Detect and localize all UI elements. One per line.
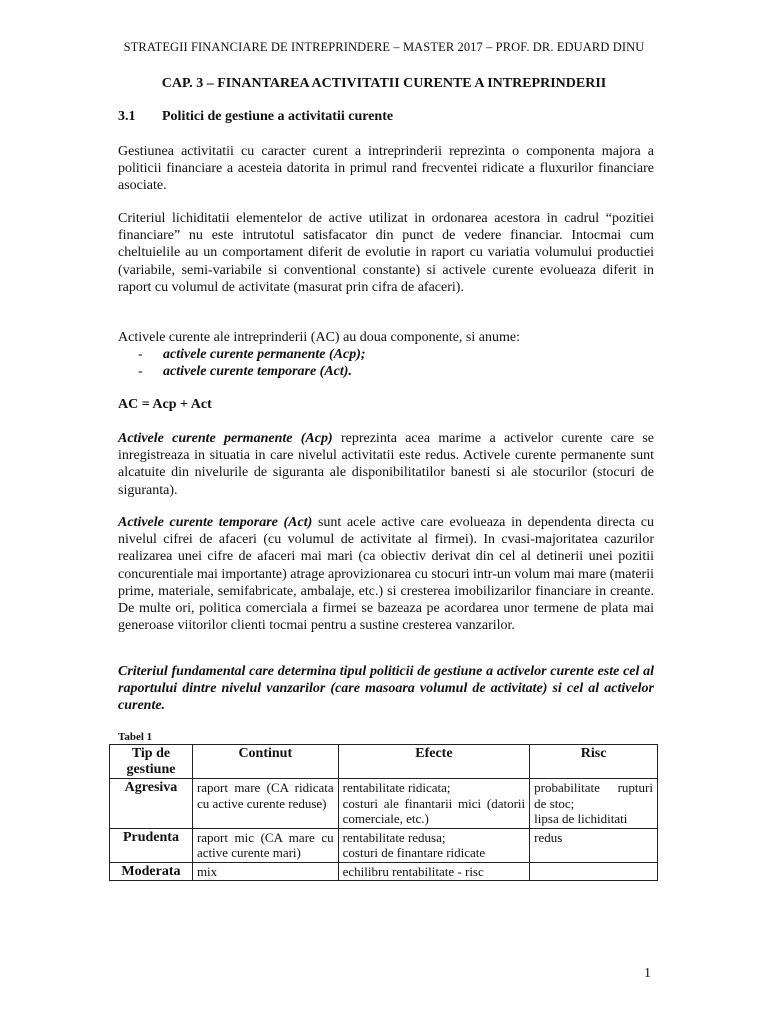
header-risc: Risc <box>530 745 658 779</box>
cell-tip: Agresiva <box>110 779 193 829</box>
paragraph-acp <box>118 430 654 499</box>
efecte-line: rentabilitate redusa; <box>342 829 446 845</box>
text-act: sunt acele active care evolueaza in dependenta directa cu nivelul cifrei de afaceri (cu volumul de activitate al firmei). In cvasi-majoritatea cazurilor realizarea unei cifre de afaceri mai mari (ca obiectiv derivat din cel al detinerii unei pozitii concurentiale mai importante) atrage aprovizionarea cu stocuri intr-un volum mai mare (materii prime, materiale, semifabricate, ambalaje, etc.) si cresterea imobilizarilor financiare in creante. De multe ori, politica comerciala a firmei se bazeaza pe acordarea unor termene de plata mai generoase viitorilor clienti tocmai pentru a sustine cresterea vanzarilor. <box>118 515 654 634</box>
efecte-line: costuri de finantare ridicate <box>342 845 486 860</box>
table-row <box>110 828 658 862</box>
paragraph-criteriul-fundamental: Criteriul fundamental care determina tipul politicii de gestiune a activelor curente este cel al raportului dintre nivelul vanzarilor (care masoara volumul de activitate) si cel al activelor curente. <box>118 664 654 714</box>
componente-intro: Activele curente ale intreprinderii (AC) au doua componente, si anume: <box>118 330 520 345</box>
cell-continut: mix <box>192 862 338 881</box>
page-number: 1 <box>644 966 651 981</box>
cell-tip: Moderata <box>110 862 193 881</box>
section-title: Politici de gestiune a activitatii curente <box>162 109 394 124</box>
gestiune-table <box>109 744 658 881</box>
paragraph-act <box>118 514 654 634</box>
cell-efecte <box>338 828 530 862</box>
chapter-title: CAP. 3 – FINANTAREA ACTIVITATII CURENTE A INTREPRINDERII <box>161 76 607 91</box>
efecte-line: echilibru rentabilitate - risc <box>342 863 484 879</box>
cell-risc <box>530 828 658 862</box>
efecte-line: costuri ale finantarii mici (datorii comerciale, etc.) <box>342 795 526 826</box>
header-efecte: Efecte <box>338 745 530 779</box>
risc-line: redus <box>534 829 563 845</box>
risc-line: lipsa de lichiditati <box>534 811 628 826</box>
cell-continut: raport mic (CA mare cu active curente mari) <box>192 828 338 862</box>
section-number: 3.1 <box>118 109 136 124</box>
section-heading <box>118 109 393 125</box>
table-row <box>110 862 658 881</box>
cell-risc <box>530 862 658 881</box>
text-acp: reprezinta acea marime a activelor curente care se inregistreaza in situatia in care nivelul activitatii este redus. Activele curente permanente sunt alcatuite din nivelurile de siguranta ale disponibilitatilor banesti si ale stocurilor (stocuri de siguranta). <box>118 431 655 498</box>
paragraph-componente <box>118 329 654 381</box>
list-item-acp: - activele curente permanente (Acp); <box>118 346 654 363</box>
table-row <box>110 779 658 829</box>
table-label: Tabel 1 <box>118 731 153 743</box>
header-tip: Tip de gestiune <box>110 745 193 779</box>
cell-efecte <box>338 779 530 829</box>
formula: AC = Acp + Act <box>118 397 212 412</box>
cell-continut: raport mare (CA ridicata cu active curente reduse) <box>192 779 338 829</box>
term-act: Activele curente temporare (Act) <box>118 515 313 530</box>
table-header-row <box>110 745 658 779</box>
running-header: STRATEGII FINANCIARE DE INTREPRINDERE – MASTER 2017 – PROF. DR. EDUARD DINU <box>123 40 645 54</box>
risc-line: probabilitate rupturi de stoc; <box>534 780 653 811</box>
header-continut: Continut <box>192 745 338 779</box>
list-item-act: - activele curente temporare (Act). <box>118 363 654 380</box>
cell-risc <box>530 779 658 829</box>
cell-efecte <box>338 862 530 881</box>
term-acp: Activele curente permanente (Acp) <box>118 431 333 446</box>
cell-tip: Prudenta <box>110 828 193 862</box>
efecte-line: rentabilitate ridicata; <box>342 780 451 795</box>
paragraph-gestiune: Gestiunea activitatii cu caracter curent a intreprinderii reprezinta o componenta majora a politicii financiare a acesteia datorita in primul rand frecventei ridicate a fluxurilor financiare asociate. <box>118 144 654 194</box>
paragraph-criteriul-lichiditatii: Criteriul lichiditatii elementelor de active utilizat in ordonarea acestora in cadrul “pozitiei financiare” nu este intrutotul satisfacator din punct de vedere financiar. Intocmai cum cheltuielile au un comportament diferit de evolutie in raport cu variatia volumului productiei (variabile, semi-variabile si conventional constante) si activele curente evolueaza diferit in raport cu volumul de activitate (masurat prin cifra de afaceri). <box>118 211 654 295</box>
